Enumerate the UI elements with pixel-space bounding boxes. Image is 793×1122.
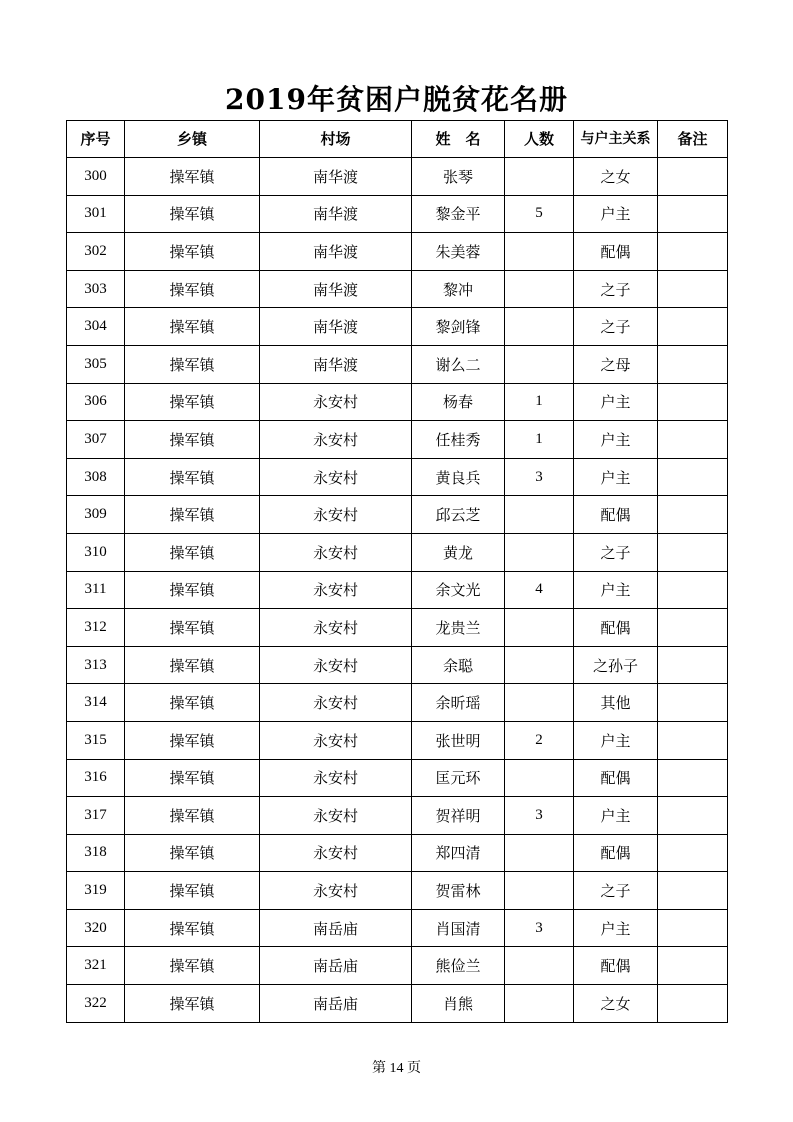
cell-village: 永安村: [260, 458, 412, 496]
cell-relation: 户主: [574, 721, 658, 759]
table-row: [67, 571, 728, 609]
table-row: [67, 985, 728, 1023]
cell-relation: 配偶: [574, 233, 658, 271]
cell-count: [505, 609, 574, 647]
cell-town: 操军镇: [125, 270, 260, 308]
cell-notes: [658, 421, 728, 459]
cell-name: 余昕瑶: [412, 684, 505, 722]
cell-name: 黎金平: [412, 195, 505, 233]
cell-town: 操军镇: [125, 759, 260, 797]
table-row: [67, 345, 728, 383]
cell-seq: 302: [67, 233, 125, 271]
cell-town: 操军镇: [125, 985, 260, 1023]
cell-count: 1: [505, 421, 574, 459]
cell-village: 南华渡: [260, 158, 412, 196]
cell-seq: 320: [67, 909, 125, 947]
cell-seq: 311: [67, 571, 125, 609]
cell-count: 5: [505, 195, 574, 233]
cell-name: 朱美蓉: [412, 233, 505, 271]
cell-town: 操军镇: [125, 797, 260, 835]
cell-town: 操军镇: [125, 684, 260, 722]
cell-notes: [658, 458, 728, 496]
table-row: [67, 421, 728, 459]
table-row: [67, 458, 728, 496]
header-notes: 备注: [658, 121, 728, 158]
cell-relation: 之女: [574, 158, 658, 196]
cell-count: [505, 872, 574, 910]
cell-town: 操军镇: [125, 721, 260, 759]
cell-relation: 户主: [574, 421, 658, 459]
cell-seq: 307: [67, 421, 125, 459]
document-title: 2019年贫困户脱贫花名册: [225, 83, 568, 116]
cell-relation: 户主: [574, 909, 658, 947]
cell-name: 龙贵兰: [412, 609, 505, 647]
cell-relation: 之女: [574, 985, 658, 1023]
cell-village: 永安村: [260, 797, 412, 835]
table-row: [67, 872, 728, 910]
cell-relation: 户主: [574, 458, 658, 496]
header-seq: 序号: [67, 121, 125, 158]
cell-town: 操军镇: [125, 308, 260, 346]
cell-village: 永安村: [260, 684, 412, 722]
cell-count: [505, 270, 574, 308]
cell-name: 黎冲: [412, 270, 505, 308]
cell-village: 永安村: [260, 834, 412, 872]
cell-count: [505, 533, 574, 571]
cell-relation: 之子: [574, 308, 658, 346]
cell-relation: 户主: [574, 383, 658, 421]
cell-notes: [658, 571, 728, 609]
cell-seq: 306: [67, 383, 125, 421]
cell-count: [505, 947, 574, 985]
table-row: [67, 308, 728, 346]
cell-relation: 之子: [574, 533, 658, 571]
cell-seq: 317: [67, 797, 125, 835]
cell-relation: 户主: [574, 571, 658, 609]
cell-seq: 308: [67, 458, 125, 496]
cell-name: 余聪: [412, 646, 505, 684]
cell-count: [505, 646, 574, 684]
cell-town: 操军镇: [125, 195, 260, 233]
cell-notes: [658, 759, 728, 797]
cell-village: 永安村: [260, 571, 412, 609]
cell-village: 南岳庙: [260, 947, 412, 985]
cell-count: [505, 759, 574, 797]
cell-notes: [658, 345, 728, 383]
cell-relation: 配偶: [574, 496, 658, 534]
cell-town: 操军镇: [125, 233, 260, 271]
page-number: 第 14 页: [372, 1061, 421, 1076]
cell-notes: [658, 834, 728, 872]
cell-village: 南华渡: [260, 308, 412, 346]
cell-seq: 309: [67, 496, 125, 534]
cell-seq: 322: [67, 985, 125, 1023]
cell-town: 操军镇: [125, 909, 260, 947]
cell-notes: [658, 270, 728, 308]
cell-town: 操军镇: [125, 872, 260, 910]
cell-name: 黄良兵: [412, 458, 505, 496]
cell-name: 贺雷林: [412, 872, 505, 910]
table-row: [67, 195, 728, 233]
cell-village: 南岳庙: [260, 909, 412, 947]
cell-village: 南岳庙: [260, 985, 412, 1023]
cell-relation: 配偶: [574, 609, 658, 647]
cell-notes: [658, 872, 728, 910]
table-row: [67, 834, 728, 872]
table-body: [67, 158, 728, 1023]
cell-relation: 之子: [574, 270, 658, 308]
cell-count: [505, 985, 574, 1023]
cell-relation: 之母: [574, 345, 658, 383]
cell-seq: 313: [67, 646, 125, 684]
table-row: [67, 797, 728, 835]
cell-town: 操军镇: [125, 947, 260, 985]
cell-town: 操军镇: [125, 158, 260, 196]
table-row: [67, 270, 728, 308]
cell-relation: 配偶: [574, 834, 658, 872]
cell-notes: [658, 684, 728, 722]
cell-notes: [658, 609, 728, 647]
table-row: [67, 533, 728, 571]
cell-count: [505, 345, 574, 383]
cell-notes: [658, 533, 728, 571]
cell-seq: 310: [67, 533, 125, 571]
roster-table: [66, 120, 728, 1023]
cell-name: 黄龙: [412, 533, 505, 571]
header-village: 村场: [260, 121, 412, 158]
table-header: [67, 121, 728, 158]
cell-village: 永安村: [260, 721, 412, 759]
cell-relation: 户主: [574, 797, 658, 835]
cell-seq: 305: [67, 345, 125, 383]
cell-notes: [658, 721, 728, 759]
cell-name: 郑四清: [412, 834, 505, 872]
cell-village: 永安村: [260, 383, 412, 421]
cell-name: 肖国清: [412, 909, 505, 947]
cell-name: 张琴: [412, 158, 505, 196]
cell-town: 操军镇: [125, 421, 260, 459]
cell-notes: [658, 985, 728, 1023]
cell-notes: [658, 496, 728, 534]
cell-seq: 318: [67, 834, 125, 872]
cell-count: 3: [505, 797, 574, 835]
table-row: [67, 383, 728, 421]
cell-seq: 303: [67, 270, 125, 308]
cell-count: [505, 158, 574, 196]
cell-relation: 配偶: [574, 947, 658, 985]
cell-village: 南华渡: [260, 195, 412, 233]
cell-village: 南华渡: [260, 270, 412, 308]
cell-notes: [658, 947, 728, 985]
cell-town: 操军镇: [125, 345, 260, 383]
header-count: 人数: [505, 121, 574, 158]
cell-town: 操军镇: [125, 609, 260, 647]
header-name: 姓 名: [412, 121, 505, 158]
cell-name: 邱云芝: [412, 496, 505, 534]
cell-notes: [658, 383, 728, 421]
cell-town: 操军镇: [125, 571, 260, 609]
cell-seq: 319: [67, 872, 125, 910]
table-row: [67, 609, 728, 647]
cell-notes: [658, 158, 728, 196]
cell-count: 3: [505, 458, 574, 496]
cell-relation: 之孙子: [574, 646, 658, 684]
table-row: [67, 158, 728, 196]
table-row: [67, 233, 728, 271]
table-row: [67, 496, 728, 534]
cell-village: 永安村: [260, 759, 412, 797]
cell-name: 余文光: [412, 571, 505, 609]
cell-notes: [658, 909, 728, 947]
cell-relation: 配偶: [574, 759, 658, 797]
cell-name: 张世明: [412, 721, 505, 759]
cell-town: 操军镇: [125, 533, 260, 571]
cell-town: 操军镇: [125, 496, 260, 534]
cell-village: 永安村: [260, 533, 412, 571]
cell-count: 2: [505, 721, 574, 759]
cell-count: [505, 308, 574, 346]
cell-village: 永安村: [260, 609, 412, 647]
cell-village: 永安村: [260, 646, 412, 684]
cell-name: 匡元环: [412, 759, 505, 797]
cell-count: [505, 496, 574, 534]
table-row: [67, 947, 728, 985]
cell-name: 肖熊: [412, 985, 505, 1023]
cell-count: 3: [505, 909, 574, 947]
header-town: 乡镇: [125, 121, 260, 158]
cell-town: 操军镇: [125, 834, 260, 872]
header-relation: 与户主关系: [574, 121, 658, 158]
cell-notes: [658, 308, 728, 346]
cell-seq: 321: [67, 947, 125, 985]
cell-town: 操军镇: [125, 383, 260, 421]
cell-count: [505, 684, 574, 722]
cell-village: 南华渡: [260, 233, 412, 271]
cell-name: 熊俭兰: [412, 947, 505, 985]
cell-count: 1: [505, 383, 574, 421]
cell-count: [505, 834, 574, 872]
cell-count: [505, 233, 574, 271]
cell-relation: 之子: [574, 872, 658, 910]
cell-name: 黎剑锋: [412, 308, 505, 346]
cell-town: 操军镇: [125, 646, 260, 684]
cell-count: 4: [505, 571, 574, 609]
cell-notes: [658, 797, 728, 835]
table-row: [67, 646, 728, 684]
cell-seq: 315: [67, 721, 125, 759]
cell-relation: 其他: [574, 684, 658, 722]
cell-name: 贺祥明: [412, 797, 505, 835]
cell-town: 操军镇: [125, 458, 260, 496]
cell-village: 永安村: [260, 496, 412, 534]
cell-seq: 304: [67, 308, 125, 346]
cell-notes: [658, 195, 728, 233]
cell-seq: 316: [67, 759, 125, 797]
cell-seq: 300: [67, 158, 125, 196]
table-row: [67, 684, 728, 722]
cell-name: 任桂秀: [412, 421, 505, 459]
cell-notes: [658, 646, 728, 684]
table-row: [67, 909, 728, 947]
header-row: [67, 121, 728, 158]
cell-name: 谢么二: [412, 345, 505, 383]
cell-seq: 314: [67, 684, 125, 722]
cell-village: 永安村: [260, 872, 412, 910]
cell-notes: [658, 233, 728, 271]
cell-relation: 户主: [574, 195, 658, 233]
table-row: [67, 721, 728, 759]
table-row: [67, 759, 728, 797]
cell-name: 杨春: [412, 383, 505, 421]
cell-seq: 301: [67, 195, 125, 233]
cell-village: 永安村: [260, 421, 412, 459]
cell-village: 南华渡: [260, 345, 412, 383]
cell-seq: 312: [67, 609, 125, 647]
